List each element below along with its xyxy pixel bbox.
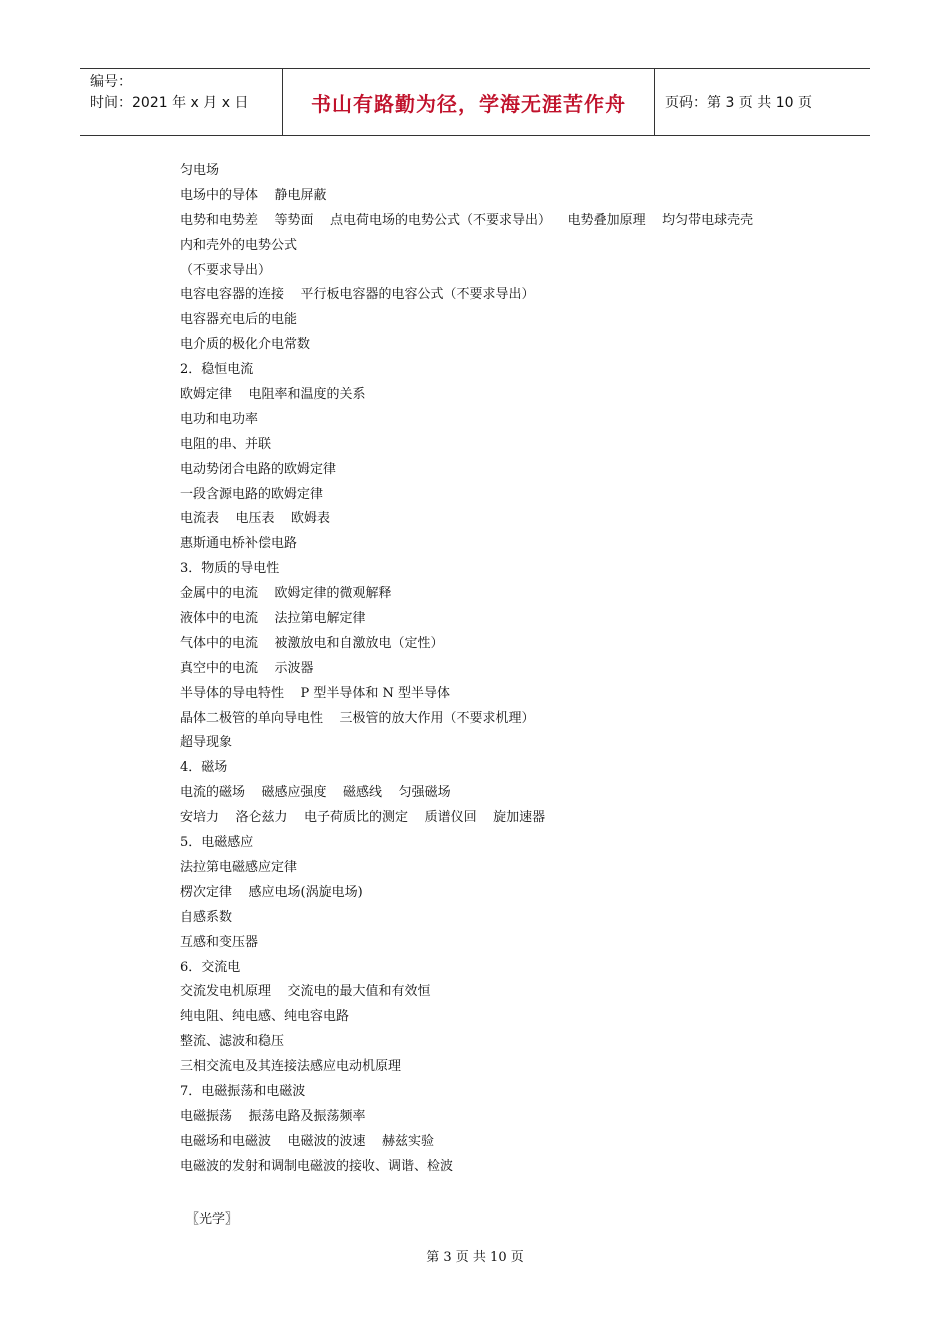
subsection-heading: 5．电磁感应 xyxy=(180,835,254,851)
text-line: 三相交流电及其连接法感应电动机原理 xyxy=(180,1059,402,1075)
text-line: 电功和电功率 xyxy=(180,411,259,427)
text-line: 电磁波的发射和调制电磁波的接收、调谐、检波 xyxy=(180,1158,454,1174)
text-line: 电磁场和电磁波 电磁波的波速 赫兹实验 xyxy=(180,1133,435,1149)
text-line: 电磁振荡 振荡电路及振荡频率 xyxy=(180,1108,366,1124)
subsection-heading: 2．稳恒电流 xyxy=(180,362,254,378)
text-line: 电介质的极化介电常数 xyxy=(180,337,311,353)
text-line: 互感和变压器 xyxy=(180,934,259,950)
text-line: 电流表 电压表 欧姆表 xyxy=(180,511,331,527)
text-line: 电流的磁场 磁感应强度 磁感线 匀强磁场 xyxy=(180,785,451,801)
text-line: 气体中的电流 被激放电和自激放电（定性） xyxy=(180,635,444,651)
subsection-heading: 7．电磁振荡和电磁波 xyxy=(180,1083,306,1099)
text-line: 安培力 洛仑兹力 电子荷质比的测定 质谱仪回 旋加速器 xyxy=(180,810,546,826)
text-line: 液体中的电流 法拉第电解定律 xyxy=(180,611,366,627)
text-line: 电容电容器的连接 平行板电容器的电容公式（不要求导出） xyxy=(180,287,535,303)
text-line: 半导体的导电特性 P 型半导体和 N 型半导体 xyxy=(180,685,451,701)
document-date: 时间：2021 年 x 月 x 日 xyxy=(90,95,249,111)
text-line: 自感系数 xyxy=(180,909,233,925)
text-line: 金属中的电流 欧姆定律的微观解释 xyxy=(180,586,392,602)
text-line: 电阻的串、并联 xyxy=(180,436,272,452)
subsection-heading: 6．交流电 xyxy=(180,959,241,975)
text-line: 电场中的导体 静电屏蔽 xyxy=(180,187,327,203)
text-line: 整流、滤波和稳压 xyxy=(180,1034,285,1050)
text-line: 欧姆定律 电阻率和温度的关系 xyxy=(180,387,366,403)
header-motto: 书山有路勤为径，学海无涯苦作舟 xyxy=(282,69,655,135)
text-line: 内和壳外的电势公式 xyxy=(180,237,298,253)
page-footer: 第 3 页 共 10 页 xyxy=(426,1250,524,1265)
subsection-heading: 4．磁场 xyxy=(180,760,228,776)
text-line: 一段含源电路的欧姆定律 xyxy=(180,486,324,502)
text-line: 电容器充电后的电能 xyxy=(180,312,298,328)
text-line: 纯电阻、纯电感、纯电容电路 xyxy=(180,1009,350,1025)
text-line: 法拉第电磁感应定律 xyxy=(180,859,298,875)
text-line: 楞次定律 感应电场(涡旋电场) xyxy=(180,884,363,900)
section-heading: 〖光学〗 xyxy=(186,1212,239,1227)
page-header xyxy=(80,68,870,136)
text-line: （不要求导出） xyxy=(180,262,272,278)
text-line: 惠斯通电桥补偿电路 xyxy=(180,536,298,552)
text-line: 电动势闭合电路的欧姆定律 xyxy=(180,461,337,477)
subsection-heading: 3．物质的导电性 xyxy=(180,561,280,577)
document-body xyxy=(180,159,820,1180)
document-number-label: 编号： xyxy=(90,74,132,90)
text-line: 匀电场 xyxy=(180,163,220,178)
text-line: 超导现象 xyxy=(180,735,233,751)
text-line: 晶体二极管的单向导电性 三极管的放大作用（不要求机理） xyxy=(180,710,535,726)
text-line: 电势和电势差 等势面 点电荷电场的电势公式（不要求导出） 电势叠加原理 均匀带电球壳壳 xyxy=(180,212,754,228)
text-line: 真空中的电流 示波器 xyxy=(180,660,314,676)
text-line: 交流发电机原理 交流电的最大值和有效恒 xyxy=(180,984,431,1000)
header-page-info: 页码：第 3 页 共 10 页 xyxy=(665,95,812,111)
header-meta xyxy=(80,69,282,135)
